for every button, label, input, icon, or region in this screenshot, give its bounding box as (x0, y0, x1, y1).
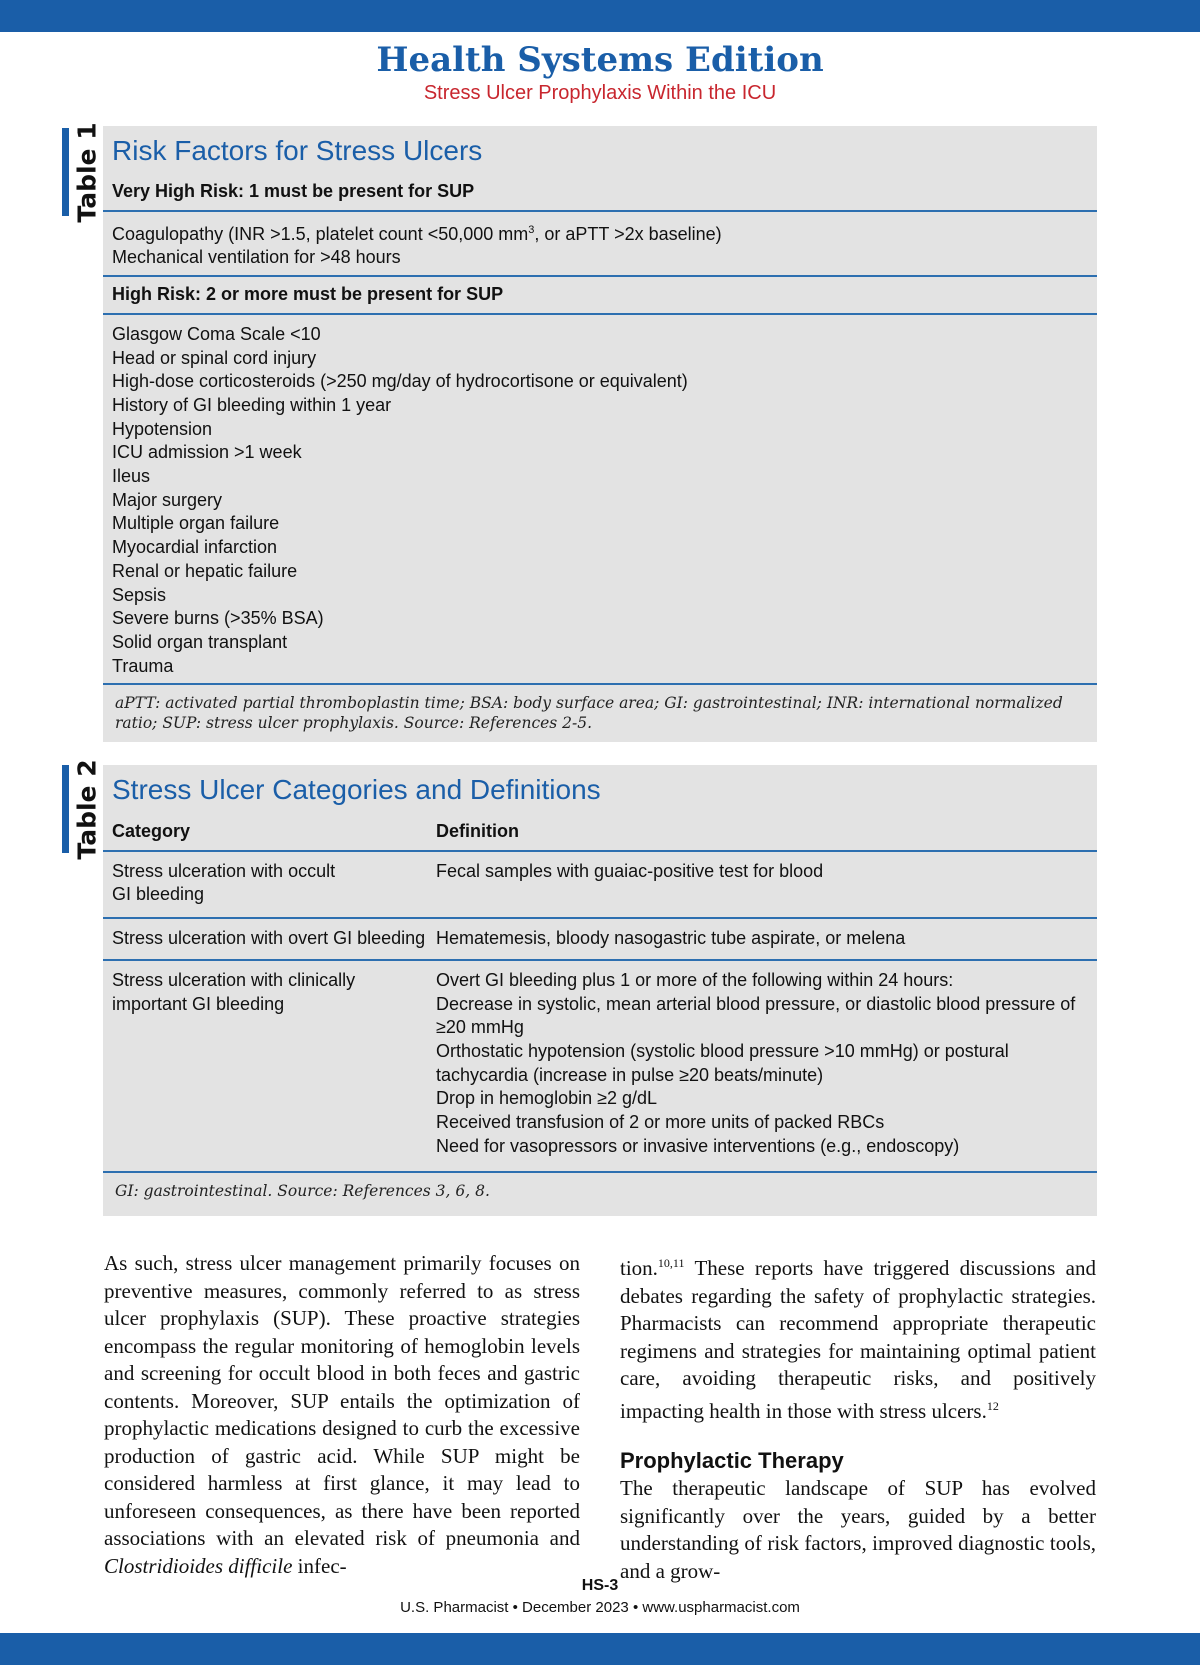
list-item: History of GI bleeding within 1 year (112, 394, 392, 415)
table2-cell-definition: Overt GI bleeding plus 1 or more of the following within 24 hours: Decrease in systolic, mean arterial blood pressure, or diastolic blood pressure of ≥20 mmHg Orthostatic hypotension (systolic blood pressure >10 mmHg) or postural tachycardia (increase in pulse ≥20 beats/minute) Drop in hemoglobin ≥2 g/dL Received transfusion of 2 or more units of packed RBCs Need for vasopressors or invasive interventions (e.g., endoscopy) (436, 969, 1076, 1156)
table2 (103, 765, 1097, 1216)
bottom-color-bar (0, 1633, 1200, 1665)
table2-cell-category: Stress ulceration with clinically important GI bleeding (112, 969, 356, 1014)
table1-label (62, 121, 102, 223)
table2-header-row (103, 813, 1097, 850)
list-item: Head or spinal cord injury (112, 347, 317, 368)
table2-label-text: Table 2 (72, 758, 102, 860)
table1-high-items (103, 315, 1097, 684)
table1-item-coagulopathy: Coagulopathy (INR >1.5, platelet count <50,000 $mm^3$, or aPTT >2x baseline) (112, 223, 722, 244)
body-paragraph: tion.$^{10,11}$ These reports have triggered discussions and debates regarding the safety of prophylactic strategies. Pharmacists can recommend appropriate therapeutic regimens and strategies for maintaining optimal patient care, avoiding therapeutic risks, and positively impacting health in those with stress ulcers.$^{12}$ (620, 1256, 1096, 1423)
list-item: Hypotension (112, 418, 213, 439)
table1-very-high-items (103, 212, 1097, 275)
body-paragraph: The therapeutic landscape of SUP has evolved significantly over the years, guided by a better understanding of risk factors, improved diagnostic tools, and a grow- (620, 1476, 1096, 1583)
footer-source: U.S. Pharmacist • December 2023 • www.uspharmacist.com (400, 1599, 800, 1616)
table-row (103, 919, 1097, 959)
list-item: Glasgow Coma Scale <10 (112, 323, 321, 344)
section-heading: Prophylactic Therapy (620, 1448, 844, 1473)
table1-high-heading: High Risk: 2 or more must be present for SUP (112, 284, 504, 305)
list-item: Solid organ transplant (112, 631, 288, 652)
table2-cell-definition: Fecal samples with guaiac-positive test for blood (436, 860, 824, 881)
body-column-right (620, 1250, 1096, 1585)
list-item: Myocardial infarction (112, 537, 278, 558)
table1-footnote: aPTT: activated partial thromboplastin time; BSA: body surface area; GI: gastrointestinal; INR: international normalized ratio; SUP: stress ulcer prophylaxis. Source: References 2-5. (115, 694, 1063, 733)
list-item: High-dose corticosteroids (>250 mg/day of hydrocortisone or equivalent) (112, 371, 688, 392)
table2-cell-category: Stress ulceration with occult GI bleeding (112, 860, 336, 905)
table2-col-definition: Definition (436, 821, 519, 841)
table1 (103, 126, 1097, 742)
table1-item-mech-vent: Mechanical ventilation for >48 hours (112, 247, 401, 268)
table2-cell-definition: Hematemesis, bloody nasogastric tube aspirate, or melena (436, 928, 906, 949)
page-subtitle: Stress Ulcer Prophylaxis Within the ICU (423, 82, 777, 104)
table2-footnote: GI: gastrointestinal. Source: References 3, 6, 8. (115, 1182, 490, 1201)
table2-label (62, 758, 102, 860)
table1-label-text: Table 1 (72, 121, 102, 223)
table2-title: Stress Ulcer Categories and Definitions (112, 774, 601, 805)
table2-col-category: Category (112, 821, 191, 841)
page-number: HS-3 (581, 1577, 619, 1594)
table1-very-high-heading: Very High Risk: 1 must be present for SUP (112, 181, 475, 201)
list-item: Renal or hepatic failure (112, 560, 298, 581)
list-item: Multiple organ failure (112, 513, 280, 534)
list-item: Trauma (112, 655, 174, 676)
list-item: Severe burns (>35% BSA) (112, 608, 324, 629)
page-title: Health Systems Edition (376, 40, 824, 80)
table-row (103, 961, 1097, 1172)
body-column-left (104, 1250, 580, 1580)
table2-cell-category: Stress ulceration with overt GI bleeding (112, 928, 426, 949)
top-color-bar (0, 0, 1200, 32)
body-paragraph: As such, stress ulcer management primarily focuses on preventive measures, commonly referred to as stress ulcer prophylaxis (SUP). These proactive strategies encompass the regular monitoring of hemoglobin levels and screening for occult blood in both feces and gastric contents. Moreover, SUP entails the optimization of prophylactic medications designed to curb the excessive production of gastric acid. While SUP might be considered harmless at first glance, it may lead to unforeseen consequences, as there have been reported associations with an elevated risk of pneumonia and Clostridioides difficile infec- (104, 1251, 580, 1578)
list-item: Sepsis (112, 584, 167, 605)
table-row (103, 852, 1097, 917)
table1-title: Risk Factors for Stress Ulcers (112, 135, 483, 166)
list-item: ICU admission >1 week (112, 442, 302, 463)
list-item: Major surgery (112, 489, 223, 510)
list-item: Ileus (112, 466, 151, 487)
